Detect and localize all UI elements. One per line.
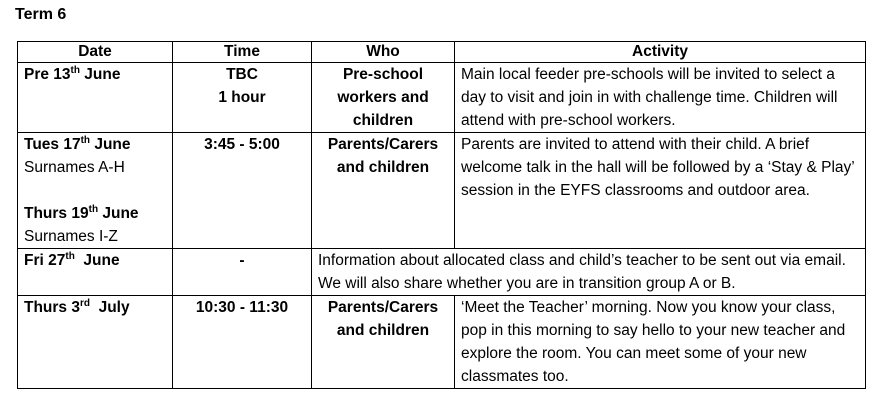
activity-cell: ‘Meet the Teacher’ morning. Now you know your class, pop in this morning to say hello to your new teacher and explore the room. You can meet some of your new classmates too. — [455, 296, 866, 389]
who-text: workers and — [337, 89, 429, 106]
table-row — [18, 296, 866, 389]
date-text: Pre 13th June — [24, 65, 121, 83]
page-title: Term 6 — [15, 6, 67, 23]
header-time: Time — [173, 42, 312, 63]
date-cell — [18, 296, 173, 389]
table-row — [18, 249, 866, 296]
who-cell — [312, 133, 455, 249]
time-cell — [173, 63, 312, 133]
date-cell — [18, 133, 173, 249]
who-text: Pre-school — [342, 66, 424, 83]
time-cell: - — [173, 249, 312, 296]
date-text: Thurs 3rd July — [24, 298, 130, 316]
header-row — [18, 42, 866, 63]
table-row — [18, 133, 866, 249]
activity-cell: Parents are invited to attend with their child. A brief welcome talk in the hall will be followed by a ‘Stay & Play’ session in the EYFS classrooms and outdoor area. — [455, 133, 866, 249]
surname-group: Surnames I-Z — [24, 228, 118, 245]
who-text: and children — [336, 159, 430, 176]
term-schedule-table — [17, 41, 866, 389]
who-text: Parents/Carers — [327, 299, 439, 316]
time-cell: 10:30 - 11:30 — [173, 296, 312, 389]
who-text: children — [352, 112, 414, 129]
time-cell: 3:45 - 5:00 — [173, 133, 312, 249]
who-cell — [312, 63, 455, 133]
time-text: TBC — [226, 66, 258, 83]
date-text: Thurs 19th June — [24, 204, 139, 222]
date-text: Fri 27th June — [24, 251, 120, 269]
date-text: Tues 17th June — [24, 135, 131, 153]
activity-cell: Main local feeder pre-schools will be invited to select a day to visit and join in with challenge time. Children will attend with pre-school workers. — [455, 63, 866, 133]
table-row — [18, 63, 866, 133]
who-text: Parents/Carers — [327, 136, 439, 153]
who-cell — [312, 296, 455, 389]
time-duration: 1 hour — [218, 89, 266, 106]
who-text: and children — [336, 322, 430, 339]
surname-group: Surnames A-H — [24, 159, 125, 176]
header-date: Date — [18, 42, 173, 63]
activity-cell: Information about allocated class and child’s teacher to be sent out via email. We will also share whether you are in transition group A or B. — [312, 249, 866, 296]
date-cell — [18, 249, 173, 296]
header-activity: Activity — [455, 42, 866, 63]
date-cell — [18, 63, 173, 133]
header-who: Who — [312, 42, 455, 63]
